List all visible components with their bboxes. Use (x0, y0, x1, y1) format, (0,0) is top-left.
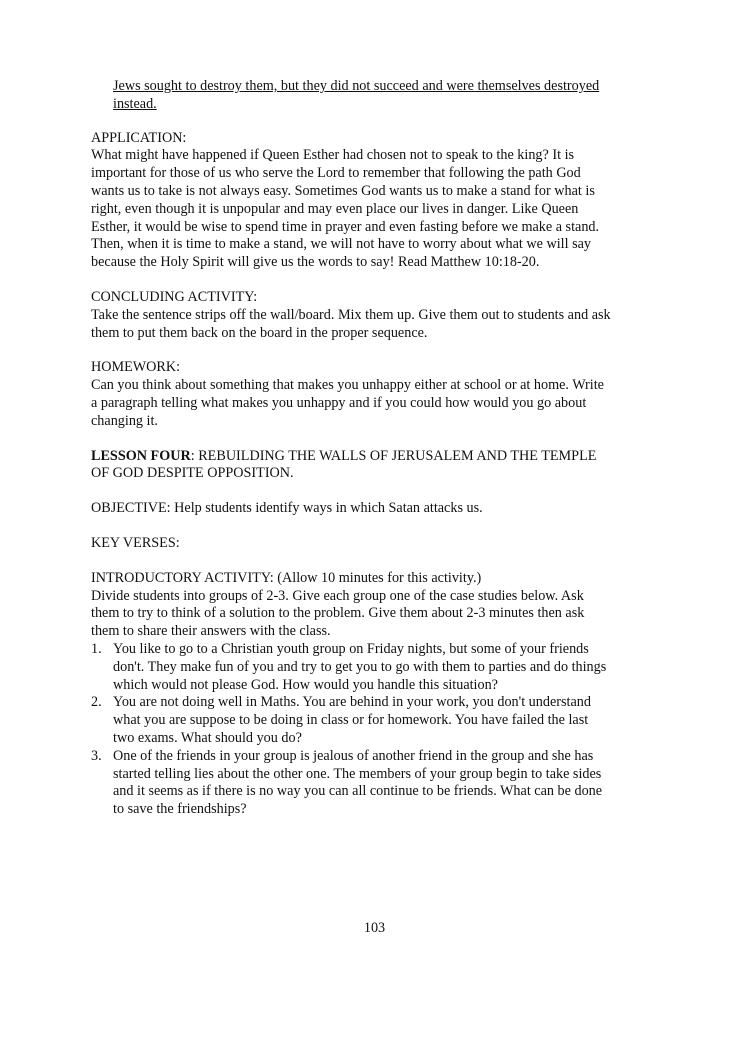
introductory-activity-section (91, 570, 611, 819)
list-item (91, 694, 611, 747)
concluding-activity-text: Take the sentence strips off the wall/board. Mix them up. Give them out to students and ask them to put them back on the board in the proper sequence. (91, 306, 611, 341)
list-item-text: One of the friends in your group is jealous of another friend in the group and she has started telling lies about the other one. The members of your group begin to take sides and it seems as if there is no way you can all continue to be friends. What can be done to save the friendships? (113, 747, 603, 818)
introductory-activity-text: Divide students into groups of 2-3. Give each group one of the case studies below. Ask them to try to think of a solution to the problem. Give them about 2-3 minutes then ask them to share their answers with the class. (91, 587, 585, 640)
lesson-title-text: : REBUILDING THE WALLS OF JERUSALEM AND THE TEMPLE OF GOD DESPITE OPPOSITION. (91, 447, 597, 482)
list-item (91, 748, 611, 819)
key-verses-section (91, 535, 611, 553)
page-content (91, 78, 611, 836)
page-number: 103 (363, 920, 386, 936)
concluding-activity-heading: CONCLUDING ACTIVITY: (91, 288, 258, 305)
application-heading: APPLICATION: (91, 129, 187, 146)
homework-section (91, 359, 611, 430)
case-studies-list (91, 641, 611, 819)
homework-heading: HOMEWORK: (91, 359, 181, 376)
objective-text: OBJECTIVE: Help students identify ways in which Satan attacks us. (91, 500, 483, 517)
homework-text: Can you think about something that makes you unhappy either at school or at home. Write a paragraph telling what makes you unhappy and if you could how would you go about changing it. (91, 377, 604, 429)
lesson-label: LESSON FOUR (91, 447, 191, 464)
intro-continuation: Jews sought to destroy them, but they did not succeed and were themselves destroyed instead. (113, 78, 600, 112)
objective-section (91, 500, 611, 518)
list-item-number: 1. (91, 640, 102, 657)
lesson-title (91, 448, 611, 484)
key-verses-heading: KEY VERSES: (91, 534, 180, 551)
list-item-number: 3. (91, 747, 102, 764)
list-item-number: 2. (91, 694, 102, 711)
concluding-activity-section (91, 289, 611, 342)
list-item-text: You are not doing well in Maths. You are behind in your work, you don't understand what you are suppose to be doing in class or for homework. You have failed the last two exams. What should you do? (113, 694, 591, 746)
introductory-activity-heading: INTRODUCTORY ACTIVITY: (Allow 10 minutes for this activity.) (91, 569, 482, 586)
list-item-text: You like to go to a Christian youth group on Friday nights, but some of your friends don't. They make fun of you and try to get you to go with them to parties and do things which would not please God. How would you handle this situation? (113, 640, 607, 693)
application-text: What might have happened if Queen Esther had chosen not to speak to the king? It is important for those of us who serve the Lord to remember that following the path God wants us to take is not always easy. Sometimes God wants us to make a stand for what is right, even though it is unpopular and may even place our lives in danger. Like Queen Esther, it would be wise to spend time in prayer and even fasting before we make a stand. Then, when it is time to make a stand, we will not have to worry about what we will say because the Holy Spirit will give us the words to say! Read Matthew 10:18-20. (91, 147, 600, 271)
list-item (91, 641, 611, 694)
application-section (91, 130, 611, 272)
